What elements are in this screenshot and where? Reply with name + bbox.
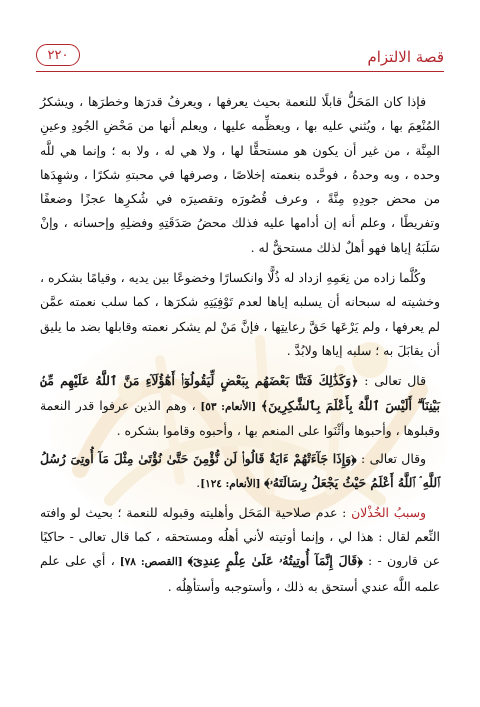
header-rule [36,71,444,72]
verse-reference-2: [الأنعام: ١٢٤] [200,478,265,491]
paragraph-4-lead: وقال تعالى : [356,451,426,467]
paragraph-2: وكُلَّما زاده من نِعَمِهِ ازداد له ذُلًّا وانكسارًا وخضوعًا بين يديه ، وقيامًا بشكره ، وخشيته له سبحانه أن يسلبه إياها لعدم تَوْفِيَتِهِ شكرَها ، كما سلب نعمته عمَّن لم يعرفها ، ولم يَرْعَها حَقَّ رعايتِها ، فإنَّ مَنْ لم يشكر نعمته وقابلها بضد ما يليق أن يقابَلَ به ؛ سلبه إياها ولابُدَّ . [40,270,440,358]
paragraph-5-body: : عدم صلاحية المَحَل وأهليته وقبوله للنعمة ؛ بحيث لو وافته النِّعم لقال : هذا لي ، وإنما أوتيته لأني أهلُه ومستحقه ، كما قال تعالى - حاكيًا عن قارون - : [40,504,440,569]
verse-reference-3: [القصص: ٧٨] [114,556,188,569]
quran-verse-2: ﴿وَإِذَا جَآءَتْهُمْ ءَايَةٌ قَالُوا۟ لَن نُّؤْمِنَ حَتَّىٰ نُؤْتَىٰ مِثْلَ مَآ أُوتِىَ رُسُلُ ٱللَّهِ ۘ ٱللَّهُ أَعْلَمُ حَيْثُ يَجْعَلُ رِسَالَتَهُۥ﴾ [40,451,440,491]
paragraph-4 [40,447,440,497]
page-number: ٢٢٠ [36,44,80,66]
page-header [36,44,444,78]
paragraph-5 [40,501,440,599]
paragraph-3 [40,369,440,443]
verse-reference-1: [الأنعام: ٥٣] [195,400,261,413]
quran-verse-3: ﴿قَالَ إِنَّمَآ أُوتِيتُهُۥ عَلَىٰ عِلْمٍ عِندِىٓ﴾ [187,553,363,569]
paragraph-3-lead: قال تعالى : [358,373,426,389]
running-title: قصة الالتزام [367,48,444,66]
paragraph-3-tail: ، وهم الذين عرفوا قدر النعمة وقبلوها ، وأحبوها وأثْنَوا على المنعم بها ، وأحبوه وقاموا بشكره . [40,397,440,438]
paragraph-4-tail: . [196,475,201,491]
paragraph-1: فإذا كان المَحَلُّ قابلًا للنعمة بحيث يعرفها ، ويعرفُ قدرَها وخطرَها ، ويشكرُ المُنْعِمَ بها ، ويُثني عليه بها ، ويعظِّمه عليها ، ويعلم أنها من مَحْضِ الجُودِ وعينِ المِنَّة ، من غير أن يكون هو مستحقًّا لها ، ولا هي له ، ولا به ؛ وإنما هي للَّه وحده ، وبه وحدهُ ، فوحَّده بنعمته إخلاصًا ، وصرفها في محبتهِ شكرًا ، وشهِدَها من محض جودِهِ مِنَّةً ، وعرف قُصُورَه وتقصيرَه في شُكرِها عجزًا وضعفًا وتفريطًا ، وعلم أنه إن أدامها عليه فذلك محضُ صَدَقَتِهِ وفضلِهِ وإحسانه ، وإنْ سَلَبَهُ إياها فهو أهلٌ لذلك مستحقٌّ له . [40,94,440,255]
quran-verse-1: ﴿وَكَذَٰلِكَ فَتَنَّا بَعْضَهُم بِبَعْضٍ لِّيَقُولُوٓا۟ أَهَٰٓؤُلَآءِ مَنَّ ٱللَّهُ عَلَيْهِم مِّنۢ بَيْنِنَآ ۗ أَلَيْسَ ٱللَّهُ بِأَعْلَمَ بِٱلشَّٰكِرِينَ﴾ [40,373,440,413]
paragraph-5-tail: ، أي على علم علمه اللَّه عندي أستحق به ذلك ، وأستوجبه وأستأهِلُه . [40,553,440,594]
section-term: وسببُ الخُذْلان [351,504,426,520]
main-text [40,90,440,605]
